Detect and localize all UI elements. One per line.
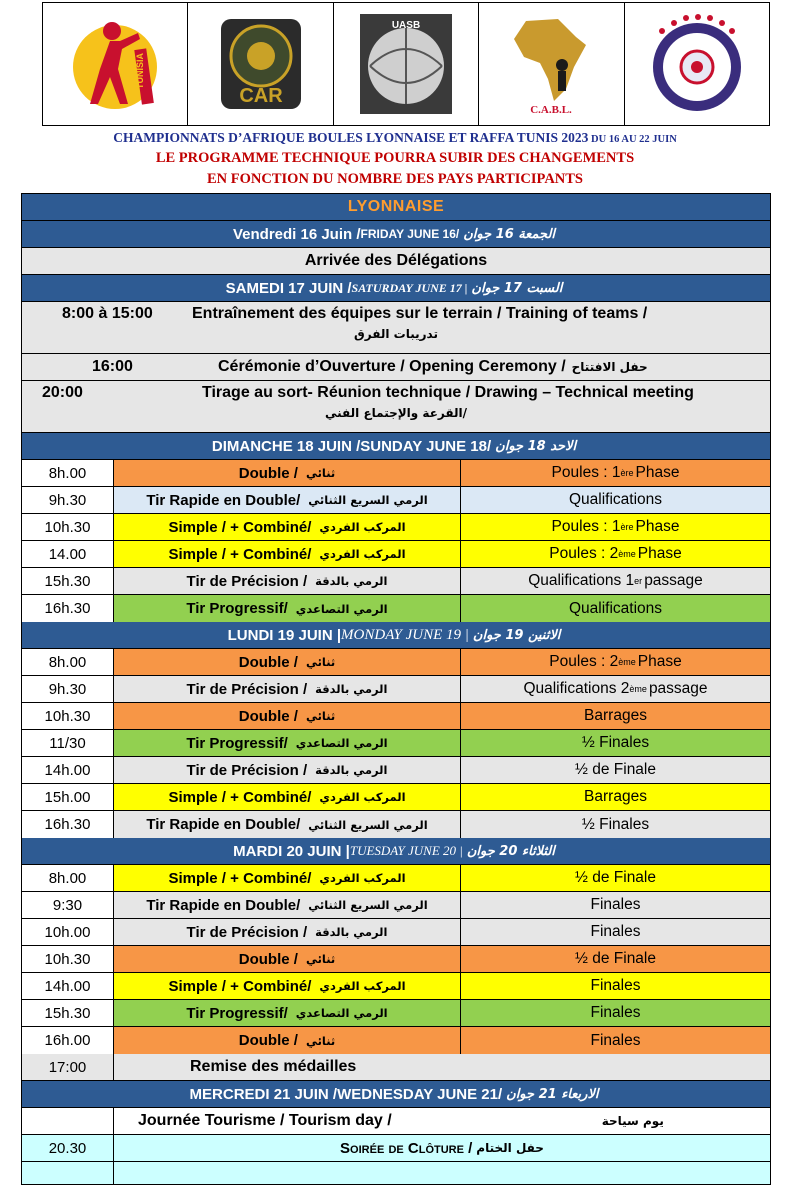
event-fr: Tir Progressif/ bbox=[186, 1004, 288, 1022]
event-ar: المركب الفردي bbox=[319, 790, 406, 804]
event-phase: ½ de Finale bbox=[461, 865, 770, 891]
event-phase: Finales bbox=[461, 1000, 770, 1026]
event-fr: Double / bbox=[238, 950, 298, 968]
federation-logo bbox=[625, 3, 769, 125]
event-name bbox=[114, 595, 461, 622]
event-name bbox=[114, 730, 461, 756]
event-ar: المركب الفردي bbox=[319, 547, 406, 561]
event-name bbox=[114, 541, 461, 567]
day-header-monday bbox=[22, 622, 770, 649]
day-fr: MERCREDI 21 JUIN / bbox=[189, 1085, 338, 1103]
table-row bbox=[22, 649, 770, 676]
day-ar: الجمعة 16 جوان bbox=[463, 226, 556, 242]
event-phase: Poules : 2 ème Phase bbox=[461, 541, 770, 567]
event-time: 15h.30 bbox=[22, 568, 114, 594]
event-name bbox=[114, 649, 461, 675]
table-row bbox=[22, 514, 770, 541]
table-row bbox=[22, 595, 770, 622]
car-logo bbox=[188, 3, 333, 125]
event-phase: Qualifications 2 ème passage bbox=[461, 676, 770, 702]
event-time: 10h.00 bbox=[22, 919, 114, 945]
table-row bbox=[22, 248, 770, 275]
cabl-logo bbox=[479, 3, 624, 125]
event-phase: ½ de Finale bbox=[461, 757, 770, 783]
event-fr: Simple / + Combiné/ bbox=[168, 869, 312, 887]
table-row bbox=[22, 487, 770, 514]
event-time: 20:00 bbox=[42, 384, 83, 401]
event-phase: Finales bbox=[461, 919, 770, 945]
event-ar: الرمي بالدقة bbox=[315, 574, 388, 588]
event-time: 15h.00 bbox=[22, 784, 114, 810]
table-row bbox=[22, 703, 770, 730]
table-row bbox=[22, 757, 770, 784]
event-name bbox=[114, 811, 461, 838]
table-row bbox=[22, 730, 770, 757]
day-header-friday bbox=[22, 221, 770, 248]
event-name bbox=[114, 487, 461, 513]
day-en: WEDNESDAY JUNE 21/ bbox=[337, 1085, 503, 1103]
arrival-event: Arrivée des Délégations bbox=[304, 252, 488, 269]
event-time: 11/30 bbox=[22, 730, 114, 756]
table-row bbox=[22, 1027, 770, 1054]
day-ar: الاثنين 19 جوان bbox=[472, 627, 561, 643]
event-name bbox=[114, 460, 461, 486]
event-ar: المركب الفردي bbox=[319, 871, 406, 885]
logo-strip bbox=[42, 2, 770, 126]
event-time: 8h.00 bbox=[22, 649, 114, 675]
event-time: 10h.30 bbox=[22, 946, 114, 972]
day-fr: LUNDI 19 JUIN | bbox=[227, 626, 342, 644]
event-ar: حفل الختام bbox=[476, 1141, 544, 1155]
event-time: 17:00 bbox=[22, 1054, 114, 1080]
event-fr: Double / bbox=[238, 707, 298, 725]
event-phase: Barrages bbox=[461, 703, 770, 729]
disclaimer-line-2: EN FONCTION DU NOMBRE DES PAYS PARTICIPANTS bbox=[207, 171, 583, 187]
table-row bbox=[22, 460, 770, 487]
event-time: 16h.00 bbox=[22, 1027, 114, 1054]
event-name bbox=[114, 946, 461, 972]
event-name bbox=[114, 676, 461, 702]
event-phase: ½ Finales bbox=[461, 811, 770, 838]
event-phase: Finales bbox=[461, 973, 770, 999]
event-time: 16h.30 bbox=[22, 595, 114, 622]
event-ar: المركب الفردي bbox=[319, 979, 406, 993]
event-time: 10h.30 bbox=[22, 514, 114, 540]
table-row bbox=[22, 973, 770, 1000]
event-phase: ½ de Finale bbox=[461, 946, 770, 972]
day-fr: SAMEDI 17 JUIN / bbox=[225, 279, 352, 297]
event-name bbox=[114, 1000, 461, 1026]
event-phase: Qualifications 1 er passage bbox=[461, 568, 770, 594]
event-name bbox=[114, 919, 461, 945]
table-row bbox=[22, 811, 770, 838]
day-en: MONDAY JUNE 19 | bbox=[341, 626, 469, 643]
section-title: LYONNAISE bbox=[22, 194, 770, 220]
event-phase: Barrages bbox=[461, 784, 770, 810]
event-fr: Double / bbox=[238, 653, 298, 671]
event-ar: حفل الافتتاح bbox=[571, 360, 648, 374]
table-row bbox=[22, 1108, 770, 1135]
event-phase: Finales bbox=[461, 1027, 770, 1054]
day-fr: Vendredi 16 Juin / bbox=[232, 225, 361, 243]
car-logo-text: CAR bbox=[238, 85, 283, 107]
table-row bbox=[22, 892, 770, 919]
event-phase: Poules : 1 ère Phase bbox=[461, 514, 770, 540]
disclaimer-line-1: LE PROGRAMME TECHNIQUE POURRA SUBIR DES CHANGEMENTS bbox=[155, 150, 635, 166]
event-ar: الرمي التصاعدي bbox=[295, 1006, 388, 1020]
table-row bbox=[22, 568, 770, 595]
event-time: 16h.30 bbox=[22, 811, 114, 838]
table-row bbox=[22, 946, 770, 973]
event-phase: Qualifications bbox=[461, 487, 770, 513]
event-time: 10h.30 bbox=[22, 703, 114, 729]
event-ar: يوم سياحة bbox=[601, 1114, 664, 1128]
day-ar: الاحد 18 جوان bbox=[495, 438, 577, 454]
event-fr: Double / bbox=[238, 1032, 298, 1049]
event-fr: Tir Rapide en Double/ bbox=[146, 896, 301, 914]
event-time: 15h.30 bbox=[22, 1000, 114, 1026]
table-row bbox=[22, 1000, 770, 1027]
table-row bbox=[22, 541, 770, 568]
event-fr: Simple / + Combiné/ bbox=[168, 977, 312, 995]
event-time: 9h.30 bbox=[22, 487, 114, 513]
sunday-rows bbox=[22, 460, 770, 622]
event-ar: الرمي بالدقة bbox=[315, 925, 388, 939]
event-time: 20.30 bbox=[22, 1135, 114, 1161]
day-header-wednesday bbox=[22, 1081, 770, 1108]
tunisia-logo-text: TUNISIA bbox=[135, 53, 146, 89]
event-name bbox=[114, 892, 461, 918]
event-time: 14h.00 bbox=[22, 757, 114, 783]
day-en: FRIDAY JUNE 16/ bbox=[360, 227, 460, 241]
event-ar: الرمي السريع الثنائي bbox=[308, 898, 428, 912]
event-name bbox=[114, 703, 461, 729]
event-ar: تدريبات الفرق bbox=[354, 327, 438, 341]
championship-title: CHAMPIONNATS D’AFRIQUE BOULES LYONNAISE ET RAFFA TUNIS 2023 DU 16 AU 22 JUIN bbox=[113, 130, 677, 145]
table-row bbox=[22, 865, 770, 892]
event-phase: Poules : 2 ème Phase bbox=[461, 649, 770, 675]
event-ar: ثنائي bbox=[305, 709, 336, 723]
event-fr: Tir de Précision / bbox=[186, 923, 308, 941]
event-phase: Finales bbox=[461, 892, 770, 918]
day-en: TUESDAY JUNE 20 | bbox=[349, 843, 463, 858]
event-ar: الرمي التصاعدي bbox=[295, 736, 388, 750]
day-ar: الاربعاء 21 جوان bbox=[506, 1086, 599, 1102]
event-name bbox=[114, 514, 461, 540]
event-ar: الرمي بالدقة bbox=[315, 763, 388, 777]
day-en: SUNDAY JUNE 18/ bbox=[360, 437, 492, 455]
day-ar: الثلاثاء 20 جوان bbox=[466, 843, 555, 859]
event-fr: Tir de Précision / bbox=[186, 761, 308, 779]
event-phase: ½ Finales bbox=[461, 730, 770, 756]
day-header-sunday bbox=[22, 433, 770, 460]
event-fr: Tir de Précision / bbox=[186, 680, 308, 698]
event-ar: القرعة والإجتماع الفني/ bbox=[324, 406, 468, 420]
event-time: 8h.00 bbox=[22, 460, 114, 486]
event-ar: ثنائي bbox=[305, 952, 336, 966]
cabl-logo-text: C.A.B.L. bbox=[530, 104, 573, 116]
event-fr: Tir Progressif/ bbox=[186, 734, 288, 752]
event-time: 8:00 à 15:00 bbox=[62, 305, 153, 322]
event-name: Cérémonie d’Ouverture / Opening Ceremony / bbox=[218, 358, 566, 375]
table-row bbox=[22, 1135, 770, 1162]
event-time: 14.00 bbox=[22, 541, 114, 567]
monday-rows bbox=[22, 649, 770, 838]
event-fr: Simple / + Combiné/ bbox=[168, 545, 312, 563]
event-time: 9h.30 bbox=[22, 676, 114, 702]
table-row bbox=[22, 1054, 770, 1081]
event-name bbox=[114, 568, 461, 594]
schedule-table bbox=[21, 193, 771, 1185]
event-ar: المركب الفردي bbox=[319, 520, 406, 534]
event-ar: الرمي السريع الثنائي bbox=[308, 493, 428, 507]
event-fr: Simple / + Combiné/ bbox=[168, 788, 312, 806]
event-name: Journée Tourisme / Tourism day / bbox=[138, 1112, 392, 1129]
event-fr: Tir Rapide en Double/ bbox=[146, 491, 301, 509]
table-row bbox=[22, 919, 770, 946]
event-ar: الرمي السريع الثنائي bbox=[308, 817, 428, 832]
day-fr: DIMANCHE 18 JUIN / bbox=[211, 437, 361, 455]
day-header-saturday bbox=[22, 275, 770, 302]
event-time: 16:00 bbox=[92, 358, 133, 375]
event-fr: Tir Rapide en Double/ bbox=[146, 816, 301, 833]
event-ar: الرمي بالدقة bbox=[315, 682, 388, 696]
event-ar: ثنائي bbox=[305, 1033, 336, 1048]
event-fr: Simple / + Combiné/ bbox=[168, 518, 312, 536]
table-row-empty bbox=[22, 1162, 770, 1184]
table-row bbox=[22, 381, 770, 433]
event-time: 9:30 bbox=[22, 892, 114, 918]
event-name: Entraînement des équipes sur le terrain / Training of teams / bbox=[192, 305, 648, 322]
day-header-tuesday bbox=[22, 838, 770, 865]
event-name bbox=[114, 865, 461, 891]
event-name bbox=[114, 757, 461, 783]
event-fr: Tir de Précision / bbox=[186, 572, 308, 590]
day-en: SATURDAY JUNE 17 | bbox=[351, 280, 468, 295]
event-time: 14h.00 bbox=[22, 973, 114, 999]
event-phase: Poules : 1 ère Phase bbox=[461, 460, 770, 486]
event-ar: الرمي التصاعدي bbox=[295, 601, 388, 616]
event-fr: Double / bbox=[238, 464, 298, 482]
event-phase: Qualifications bbox=[461, 595, 770, 622]
tuesday-rows bbox=[22, 865, 770, 1054]
table-row bbox=[22, 354, 770, 381]
table-row bbox=[22, 302, 770, 354]
event-name bbox=[114, 784, 461, 810]
uasb-logo-text: UASB bbox=[391, 20, 421, 31]
event-time: 8h.00 bbox=[22, 865, 114, 891]
section-row bbox=[22, 194, 770, 221]
table-row bbox=[22, 676, 770, 703]
event-ar: ثنائي bbox=[305, 466, 336, 480]
event-name bbox=[114, 973, 461, 999]
event-name: Remise des médailles bbox=[190, 1058, 357, 1075]
uasb-logo bbox=[334, 3, 479, 125]
event-name: Tirage au sort- Réunion technique / Drawing – Technical meeting bbox=[202, 384, 694, 401]
event-fr: Tir Progressif/ bbox=[186, 600, 288, 617]
day-fr: MARDI 20 JUIN | bbox=[233, 842, 350, 860]
tunisia-raffa-logo bbox=[43, 3, 188, 125]
table-row bbox=[22, 784, 770, 811]
event-name bbox=[114, 1027, 461, 1054]
day-ar: السبت 17 جوان bbox=[471, 280, 563, 296]
event-ar: ثنائي bbox=[305, 655, 336, 669]
event-name: Soirée de Clôture / bbox=[340, 1139, 473, 1157]
